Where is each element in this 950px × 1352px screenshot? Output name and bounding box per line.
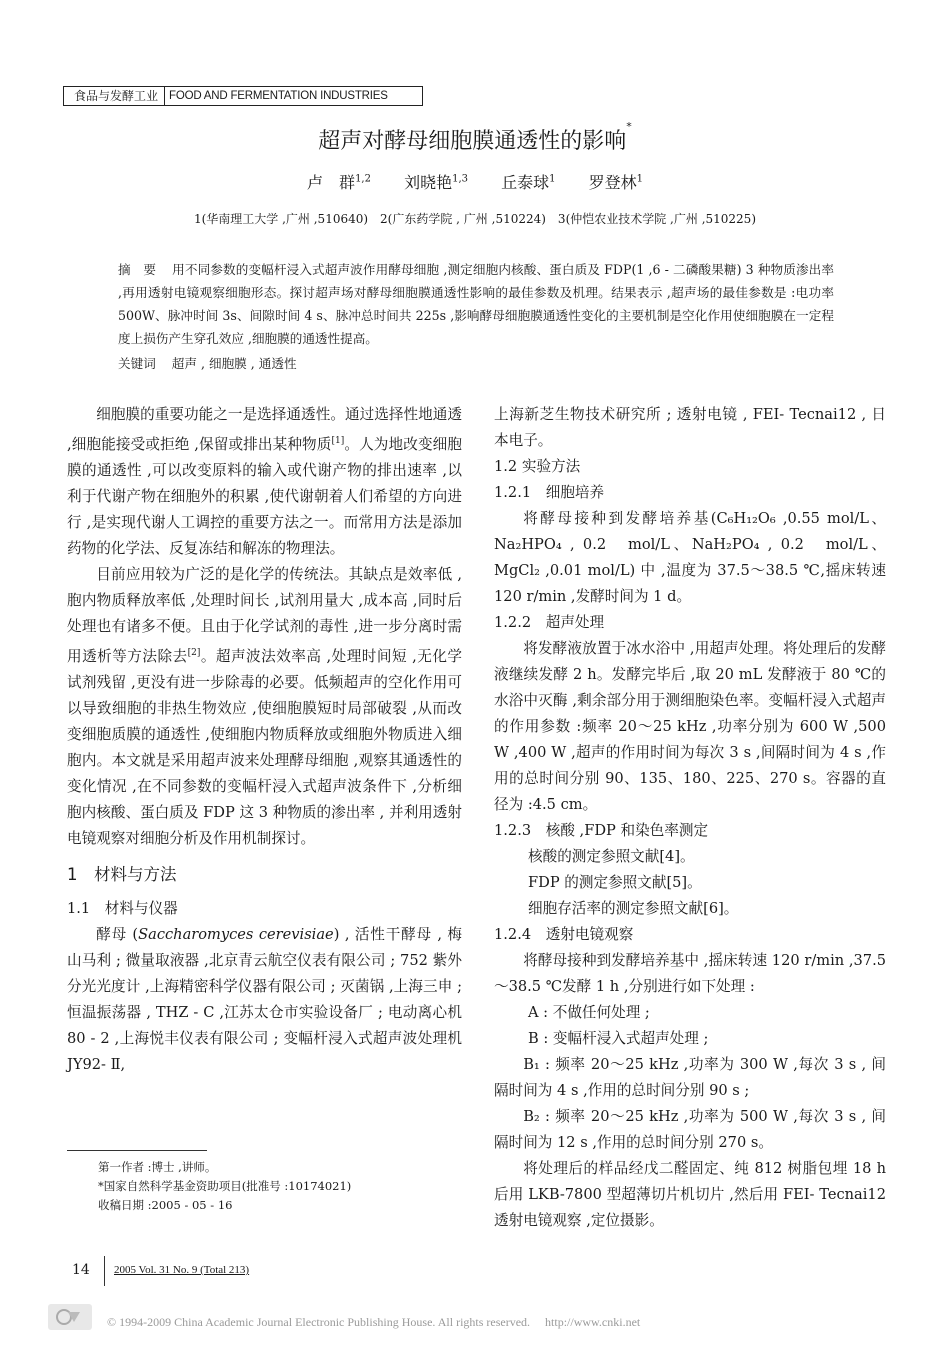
- journal-name-en: FOOD AND FERMENTATION INDUSTRIES: [169, 90, 388, 102]
- subsubsection-heading: 1.2.4 透射电镜观察: [494, 926, 634, 943]
- footnotes: [98, 1158, 351, 1215]
- right-column: [494, 402, 886, 1234]
- paragraph: FDP 的测定参照文献[5]。: [528, 874, 702, 891]
- paragraph: 酵母 (Saccharomyces cerevisiae) , 活性干酵母 , 梅山马利 ; 微量取液器 ,北京青云航空仪表有限公司 ; 752 紫外分光光度计 ,上海精密科学仪器有限公司 ; 灭菌锅 ,上海三申 ; 恒温振荡器 , THZ - C ,江苏太仓市实验设备厂 ; 电动离心机 80 - 2 ,上海悦丰仪表有限公司 ; 变幅杆浸入式超声波处理机 JY92- Ⅱ,: [67, 925, 462, 1073]
- title-text: 超声对酵母细胞膜通透性的影响: [318, 129, 627, 154]
- author: 丘泰球$^1$: [501, 173, 556, 192]
- subsubsection-heading: 1.2.3 核酸 ,FDP 和染色率测定: [494, 822, 709, 839]
- paragraph: 细胞存活率的测定参照文献[6]。: [528, 900, 739, 917]
- subsubsection-heading: 1.2.1 细胞培养: [494, 484, 605, 501]
- left-column: [67, 402, 462, 1078]
- footnote: 收稿日期 :2005 - 05 - 16: [98, 1198, 233, 1212]
- paragraph: 将发酵液放置于冰水浴中 ,用超声处理。将处理后的发酵液继续发酵 2 h。发酵完毕后 ,取 20 mL 发酵液于 80 ℃的水浴中灭酶 ,剩余部分用于测细胞染色率。变幅杆浸入式超声的作用参数 :频率 20～25 kHz ,功率分别为 600 W ,500 W ,400 W ,超声的作用时间为每次 3 s ,间隔时间为 4 s ,作用的总时间分别 90、135、180、225、270 s。容器的直径为 :4.5 cm。: [494, 640, 886, 813]
- title-footnote-mark: *: [626, 120, 632, 133]
- paragraph: 将酵母接种到发酵培养基(C₆H₁₂O₆ ,0.55 mol/L、Na₂HPO₄ , 0.2 mol/L、NaH₂PO₄ , 0.2 mol/L、MgCl₂ ,0.01 mol/L) 中 ,温度为 37.5～38.5 ℃,摇床转速 120 r/min ,发酵时间为 1 d。: [494, 510, 886, 605]
- affiliations: 1(华南理工大学 ,广州 ,510640) 2(广东药学院 , 广州 ,510224) 3(仲恺农业技术学院 ,广州 ,510225): [193, 212, 756, 226]
- keywords-text: 超声 , 细胞膜 , 通透性: [171, 356, 297, 371]
- copyright-notice: © 1994-2009 China Academic Journal Electronic Publishing House. All rights reserved. http://www.cnki.net: [107, 1315, 641, 1329]
- paper-title: [0, 120, 950, 155]
- list-item: A : 不做任何处理 ;: [528, 1004, 650, 1021]
- paragraph: 核酸的测定参照文献[4]。: [528, 848, 695, 865]
- footnote: 第一作者 :博士 ,讲师。: [98, 1160, 217, 1174]
- paragraph: 将酵母接种到发酵培养基中 ,摇床转速 120 r/min ,37.5～38.5 ℃发酵 1 h ,分别进行如下处理 :: [494, 952, 886, 995]
- list-item: B₂ : 频率 20～25 kHz ,功率为 500 W ,每次 3 s , 间隔时间为 12 s ,作用的总时间分别 270 s。: [494, 1108, 886, 1151]
- issue-info: 2005 Vol. 31 No. 9 (Total 213): [114, 1264, 250, 1276]
- footnote-divider: [67, 1150, 207, 1151]
- author: 卢 群$^{1,2}$: [307, 173, 371, 192]
- paragraph: 细胞膜的重要功能之一是选择通透性。通过选择性地通透 ,细胞能接受或拒绝 ,保留或排出某种物质[1]。人为地改变细胞膜的通透性 ,可以改变原料的输入或代谢产物的排出速率 ,以利于代谢产物在细胞外的积累 ,使代谢朝着人们希望的方向进行 ,是实现代谢人工调控的重要方法之一。而常用方法是添加药物的化学法、反复冻结和解冻的物理法。: [67, 406, 462, 557]
- abstract-text: 用不同参数的变幅杆浸入式超声波作用酵母细胞 ,测定细胞内核酸、蛋白质及 FDP(1 ,6 - 二磷酸果糖) 3 种物质渗出率 ,再用透射电镜观察细胞形态。探讨超声场对酵母细胞膜通透性影响的最佳参数及机理。结果表示 ,超声场的最佳参数是 :电功率 500W、脉冲时间 3s、间隙时间 4 s、脉冲总时间共 225s ,影响酵母细胞膜通透性变化的主要机制是空化作用使细胞膜在一定程度上损伤产生穿孔效应 ,细胞膜的通透性提高。: [118, 262, 834, 346]
- subsection-heading: 1.1 材料与仪器: [67, 899, 178, 917]
- footnote: *国家自然科学基金资助项目(批准号 :10174021): [98, 1179, 352, 1193]
- keywords-label: 关键词: [118, 356, 156, 371]
- paragraph: 目前应用较为广泛的是化学的传统法。其缺点是效率低 ,胞内物质释放率低 ,处理时间长 ,试剂用量大 ,成本高 ,同时后处理也有诸多不便。且由于化学试剂的毒性 ,进一步分离时需用透析等方法除去[2]。超声波法效率高 ,处理时间短 ,无化学试剂残留 ,更没有进一步除毒的必要。低频超声的空化作用可以导致细胞的非热生物效应 ,使细胞膜短时局部破裂 ,从而改变细胞质膜的通透性 ,使细胞内物质释放或细胞外物质进入细胞内。本文就是采用超声波来处理酵母细胞 ,观察其通透性的变化情况 ,在不同参数的变幅杆浸入式超声波条件下 ,分析细胞内核酸、蛋白质及 FDP 这 3 种物质的渗出率 , 并利用透射电镜观察对细胞分析及作用机制探讨。: [67, 565, 462, 847]
- author-list: [0, 170, 950, 193]
- paragraph: 上海新芝生物技术研究所 ; 透射电镜 , FEI- Tecnai12 , 日本电子。: [494, 406, 886, 449]
- page-divider: [104, 1256, 105, 1286]
- keywords: [118, 352, 834, 375]
- journal-name-cn: 食品与发酵工业: [64, 87, 165, 105]
- journal-header: [63, 86, 423, 106]
- section-heading: 1 材料与方法: [67, 864, 177, 884]
- cnki-logo-icon: [48, 1304, 92, 1330]
- abstract: [118, 258, 834, 350]
- paragraph: 将处理后的样品经戊二醛固定、纯 812 树脂包埋 18 h 后用 LKB-7800 型超薄切片机切片 ,然后用 FEI- Tecnai12 透射电镜观察 ,定位摄影。: [494, 1160, 886, 1229]
- abstract-label: 摘 要: [118, 262, 157, 277]
- subsubsection-heading: 1.2.2 超声处理: [494, 614, 605, 631]
- list-item: B₁ : 频率 20～25 kHz ,功率为 300 W ,每次 3 s , 间隔时间为 4 s ,作用的总时间分别 90 s ;: [494, 1056, 886, 1099]
- author: 刘晓艳$^{1,3}$: [404, 173, 468, 192]
- subsection-heading: 1.2 实验方法: [494, 458, 581, 475]
- page-number: 14: [72, 1262, 90, 1278]
- list-item: B : 变幅杆浸入式超声处理 ;: [528, 1030, 709, 1047]
- author: 罗登林$^1$: [588, 173, 643, 192]
